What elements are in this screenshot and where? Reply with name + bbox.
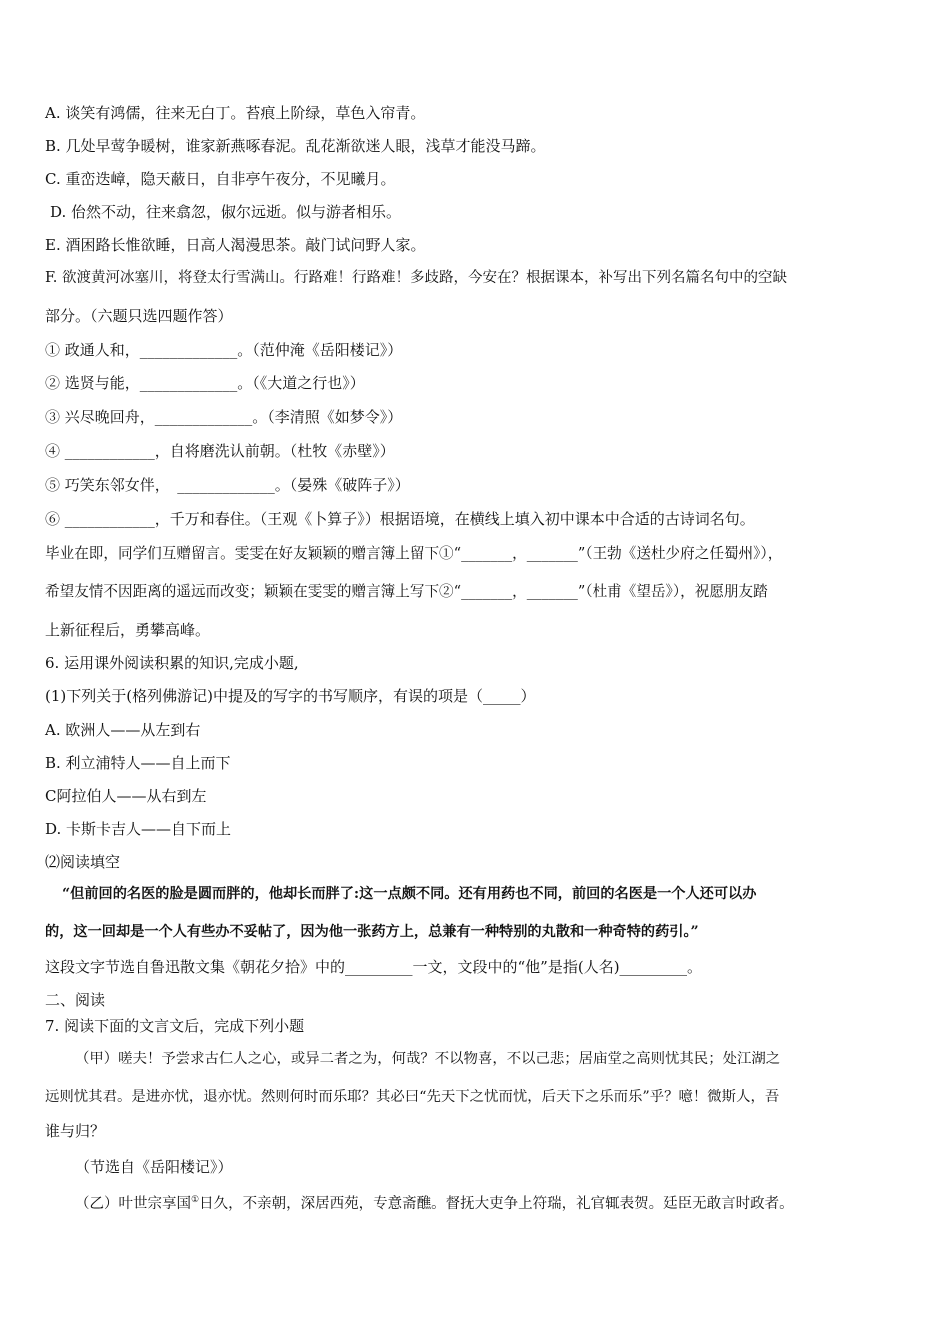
instruction-line: 部分。（六题只选四题作答） [45, 307, 233, 325]
context-line-2: 希望友情不因距离的遥远而改变；颖颖在雯雯的赠言簿上写下②“_______，_______”（杜甫《望岳》），祝愿朋友踏 [45, 583, 768, 600]
option-c: C. 重峦迭嶂，隐天蔽日，自非亭午夜分，不见曦月。 [45, 170, 396, 188]
passage-a-line-3: 谁与归？ [45, 1122, 106, 1140]
fill-item-2: ② 选贤与能，_____________。（《大道之行也》） [45, 374, 365, 392]
quote-line-1: “但前回的名医的脸是圆而胖的，他却长而胖了:这一点颇不同。还有用药也不同，前回的名医是一个人还可以办 [62, 886, 757, 902]
context-line-3: 上新征程后，勇攀高峰。 [45, 621, 211, 639]
quote-line-2: 的，这一回却是一个人有些办不妥帖了，因为他一张药方上，总兼有一种特别的丸散和一种奇特的药引。” [45, 924, 699, 940]
context-line-1: 毕业在即，同学们互赠留言。雯雯在好友颖颖的赠言簿上留下①“_______，_______”（王勃《送杜少府之任蜀州》）， [45, 545, 783, 562]
q6-option-c: C阿拉伯人——从右到左 [45, 787, 207, 805]
option-d: D. 佁然不动，往来翕忽，俶尔远逝。似与游者相乐。 [50, 203, 402, 221]
passage-b-start: （乙）叶世宗享国 [75, 1195, 191, 1212]
quote-question: 这段文字节选自鲁迅散文集《朝花夕拾》中的_________一文，文段中的“他”是指(人名)_________。 [45, 958, 703, 976]
question-6-title: 6. 运用课外阅读积累的知识,完成小题, [45, 654, 299, 672]
passage-b-line-1 [75, 1190, 794, 1214]
option-e: E. 酒困路长惟欲睡，日高人渴漫思茶。敲门试问野人家。 [45, 236, 426, 254]
q6-option-a: A. 欧洲人——从左到右 [45, 721, 201, 739]
passage-a-line-1: （甲）嗟夫！予尝求古仁人之心，或异二者之为，何哉？不以物喜，不以己悲；居庙堂之高则忧其民；处江湖之 [75, 1051, 781, 1067]
option-b: B. 几处早莺争暖树，谁家新燕啄春泥。乱花渐欲迷人眼，浅草才能没马蹄。 [45, 137, 546, 155]
q6-option-d: D. 卡斯卡吉人——自下而上 [45, 820, 232, 838]
section-heading-reading: 二、阅读 [45, 991, 106, 1009]
passage-a-source: （节选自《岳阳楼记》） [75, 1158, 233, 1176]
fill-item-5: ⑤ 巧笑东邻女伴， _____________。（晏殊《破阵子》） [45, 476, 410, 494]
option-a: A. 谈笑有鸿儒，往来无白丁。苔痕上阶绿，草色入帘青。 [45, 104, 426, 122]
fill-item-6: ⑥ ____________，千万和春住。（王观《卜算子》）根据语境，在横线上填入初中课本中合适的古诗词名句。 [45, 510, 755, 528]
passage-b-rest: 日久，不亲朝，深居西苑，专意斋醮。督抚大吏争上符瑞，礼官辄表贺。廷臣无敢言时政者。 [199, 1195, 794, 1212]
question-7-title: 7. 阅读下面的文言文后，完成下列小题 [45, 1017, 305, 1035]
fill-item-3: ③ 兴尽晚回舟，_____________。（李清照《如梦令》） [45, 408, 403, 426]
q6-option-b: B. 利立浦特人——自上而下 [45, 754, 231, 772]
fill-item-1: ① 政通人和，_____________。（范仲淹《岳阳楼记》） [45, 341, 403, 359]
question-6-1: (1)下列关于(格列佛游记)中提及的写字的书写顺序，有误的项是（_____） [45, 687, 536, 705]
fill-item-4: ④ ____________，自将磨洗认前朝。（杜牧《赤壁》） [45, 442, 395, 460]
passage-a-line-2: 远则忧其君。是进亦忧，退亦忧。然则何时而乐耶？其必曰“先天下之忧而忧，后天下之乐而乐”乎？噫！微斯人，吾 [45, 1089, 780, 1105]
footnote-marker: ① [191, 1195, 200, 1205]
question-6-2: ⑵阅读填空 [45, 853, 121, 871]
option-f: F. 欲渡黄河冰塞川，将登太行雪满山。行路难！行路难！多歧路，今安在？根据课本，补写出下列名篇名句中的空缺 [45, 270, 788, 286]
